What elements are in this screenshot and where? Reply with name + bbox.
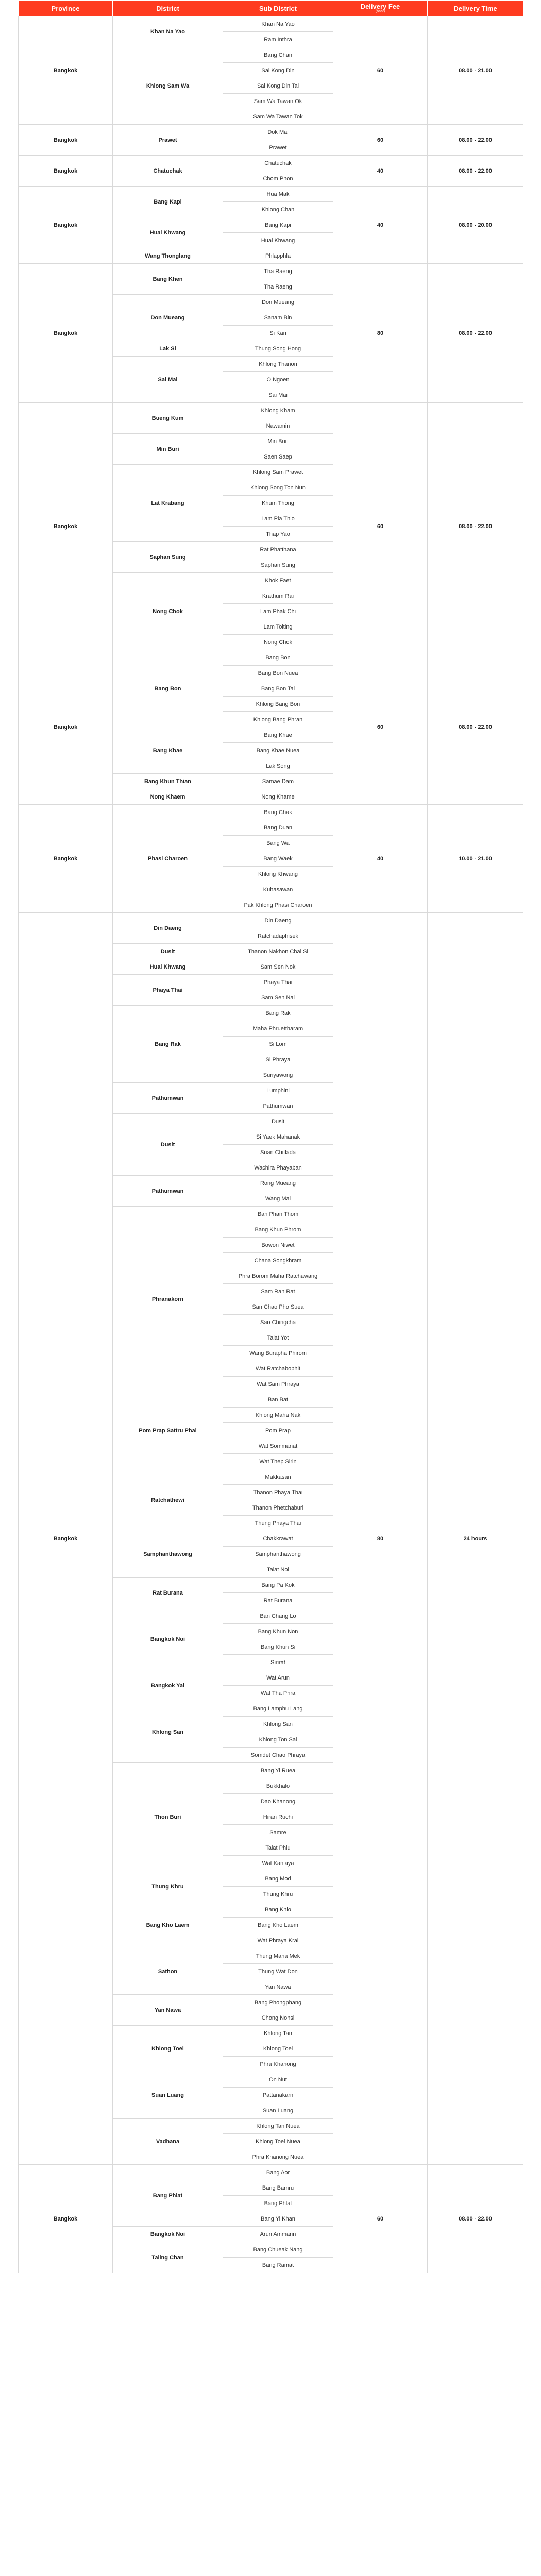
sub-district-cell: Thanon Phetchaburi (223, 1500, 333, 1516)
delivery-zone-table (18, 0, 523, 2273)
sub-district-cell: Khlong Toei (223, 2041, 333, 2057)
sub-district-cell: Dusit (223, 1114, 333, 1129)
district-cell: Phaya Thai (113, 975, 223, 1006)
sub-district-cell: Bang Chueak Nang (223, 2242, 333, 2258)
sub-district-cell: Chom Phon (223, 171, 333, 187)
district-cell: Don Mueang (113, 295, 223, 341)
sub-district-cell: Bang Yi Ruea (223, 1763, 333, 1778)
sub-district-cell: Pak Khlong Phasi Charoen (223, 897, 333, 913)
district-cell: Bangkok Noi (113, 2227, 223, 2242)
sub-district-cell: Lumphini (223, 1083, 333, 1098)
sub-district-cell: Saphan Sung (223, 557, 333, 573)
delivery-time-cell: 08.00 - 22.00 (428, 264, 523, 403)
sub-district-cell: Don Mueang (223, 295, 333, 310)
sub-district-cell: Thap Yao (223, 527, 333, 542)
delivery-fee-cell: 80 (333, 913, 428, 2165)
sub-district-cell: Bowon Niwet (223, 1238, 333, 1253)
district-cell: Bangkok Yai (113, 1670, 223, 1701)
sub-district-cell: Samre (223, 1825, 333, 1840)
sub-district-cell: Bang Waek (223, 851, 333, 867)
sub-district-cell: San Chao Pho Suea (223, 1299, 333, 1315)
sub-district-cell: Maha Phruettharam (223, 1021, 333, 1037)
table-row (19, 805, 523, 820)
sub-district-cell: Sam Sen Nai (223, 990, 333, 1006)
sub-district-cell: Ban Phan Thom (223, 1207, 333, 1222)
sub-district-cell: Khum Thong (223, 496, 333, 511)
sub-district-cell: Khlong Bang Phran (223, 712, 333, 727)
sub-district-cell: Sai Mai (223, 387, 333, 403)
district-cell: Khan Na Yao (113, 16, 223, 47)
sub-district-cell: Khlong Thanon (223, 357, 333, 372)
sub-district-cell: Samphanthawong (223, 1547, 333, 1562)
sub-district-cell: Yan Nawa (223, 1979, 333, 1995)
sub-district-cell: Bang Khun Phrom (223, 1222, 333, 1238)
sub-district-cell: Wat Thep Sirin (223, 1454, 333, 1469)
district-cell: Pathumwan (113, 1176, 223, 1207)
sub-district-cell: Si Yaek Mahanak (223, 1129, 333, 1145)
district-cell: Khlong Sam Wa (113, 47, 223, 125)
delivery-time-cell: 10.00 - 21.00 (428, 805, 523, 913)
sub-district-cell: Wat Phraya Krai (223, 1933, 333, 1948)
sub-district-cell: On Nut (223, 2072, 333, 2088)
district-cell: Prawet (113, 125, 223, 156)
sub-district-cell: Bang Khae Nuea (223, 743, 333, 758)
sub-district-cell: Sam Wa Tawan Ok (223, 94, 333, 109)
sub-district-cell: Wat Tha Phra (223, 1686, 333, 1701)
sub-district-cell: Sam Wa Tawan Tok (223, 109, 333, 125)
sub-district-cell: Bang Kapi (223, 217, 333, 233)
sub-district-cell: Prawet (223, 140, 333, 156)
province-cell: Bangkok (19, 403, 113, 650)
sub-district-cell: Bang Chak (223, 805, 333, 820)
table-row (19, 913, 523, 928)
table-row (19, 264, 523, 279)
sub-district-cell: Khlong Tan (223, 2026, 333, 2041)
delivery-fee-cell: 60 (333, 650, 428, 805)
sub-district-cell: Bang Bon Tai (223, 681, 333, 697)
sub-district-cell: Khlong Khwang (223, 867, 333, 882)
sub-district-cell: Bang Rak (223, 1006, 333, 1021)
district-cell: Huai Khwang (113, 217, 223, 248)
sub-district-cell: Hiran Ruchi (223, 1809, 333, 1825)
district-cell: Bang Bon (113, 650, 223, 727)
sub-district-cell: Bang Khun Si (223, 1639, 333, 1655)
district-cell: Dusit (113, 944, 223, 959)
district-cell: Rat Burana (113, 1578, 223, 1608)
sub-district-cell: Sam Sen Nok (223, 959, 333, 975)
sub-district-cell: Bang Yi Khan (223, 2211, 333, 2227)
sub-district-cell: Lam Toiting (223, 619, 333, 635)
sub-district-cell: Bang Ramat (223, 2258, 333, 2273)
district-cell: Ratchathewi (113, 1469, 223, 1531)
delivery-time-cell: 08.00 - 22.00 (428, 403, 523, 650)
sub-district-cell: Phra Borom Maha Ratchawang (223, 1268, 333, 1284)
district-cell: Khlong San (113, 1701, 223, 1763)
sub-district-cell: Chana Songkhram (223, 1253, 333, 1268)
district-cell: Thung Khru (113, 1871, 223, 1902)
sub-district-cell: Wat Sam Phraya (223, 1377, 333, 1392)
sub-district-cell: Kuhasawan (223, 882, 333, 897)
table-row (19, 156, 523, 171)
sub-district-cell: Makkasan (223, 1469, 333, 1485)
sub-district-cell: Wachira Phayaban (223, 1160, 333, 1176)
sub-district-cell: Bang Mod (223, 1871, 333, 1887)
delivery-fee-cell: 80 (333, 264, 428, 403)
sub-district-cell: Khlong San (223, 1717, 333, 1732)
sub-district-cell: Suan Chitlada (223, 1145, 333, 1160)
header-sub-district: Sub District (223, 1, 333, 16)
table-row (19, 125, 523, 140)
sub-district-cell: Khlong Bang Bon (223, 697, 333, 712)
table-row (19, 2165, 523, 2180)
delivery-fee-cell: 60 (333, 403, 428, 650)
sub-district-cell: Arun Ammarin (223, 2227, 333, 2242)
sub-district-cell: Talat Phlu (223, 1840, 333, 1856)
sub-district-cell: Thung Phaya Thai (223, 1516, 333, 1531)
sub-district-cell: Khok Faet (223, 573, 333, 588)
delivery-fee-cell: 60 (333, 125, 428, 156)
sub-district-cell: Samae Dam (223, 774, 333, 789)
table-body (19, 16, 523, 2273)
sub-district-cell: Rat Phatthana (223, 542, 333, 557)
delivery-time-cell: 08.00 - 22.00 (428, 125, 523, 156)
district-cell: Din Daeng (113, 913, 223, 944)
sub-district-cell: Wang Burapha Phirom (223, 1346, 333, 1361)
sub-district-cell: Wat Ratchabophit (223, 1361, 333, 1377)
sub-district-cell: Pattanakarn (223, 2088, 333, 2103)
sub-district-cell: Talat Noi (223, 1562, 333, 1578)
sub-district-cell: Ram Inthra (223, 32, 333, 47)
district-cell: Pathumwan (113, 1083, 223, 1114)
sub-district-cell: Bang Phongphang (223, 1995, 333, 2010)
sub-district-cell: Bang Phlat (223, 2196, 333, 2211)
sub-district-cell: Tha Raeng (223, 264, 333, 279)
sub-district-cell: Saen Saep (223, 449, 333, 465)
delivery-fee-cell: 40 (333, 805, 428, 913)
sub-district-cell: Rat Burana (223, 1593, 333, 1608)
sub-district-cell: Wat Sommanat (223, 1438, 333, 1454)
sub-district-cell: Phaya Thai (223, 975, 333, 990)
sub-district-cell: Chatuchak (223, 156, 333, 171)
province-cell: Bangkok (19, 156, 113, 187)
sub-district-cell: Sirirat (223, 1655, 333, 1670)
sub-district-cell: Khlong Song Ton Nun (223, 480, 333, 496)
province-cell: Bangkok (19, 805, 113, 913)
sub-district-cell: Din Daeng (223, 913, 333, 928)
sub-district-cell: Thanon Phaya Thai (223, 1485, 333, 1500)
sub-district-cell: Bang Bon Nuea (223, 666, 333, 681)
sub-district-cell: Pom Prap (223, 1423, 333, 1438)
sub-district-cell: Suan Luang (223, 2103, 333, 2119)
sub-district-cell: Bang Bamru (223, 2180, 333, 2196)
district-cell: Bang Rak (113, 1006, 223, 1083)
sub-district-cell: Khlong Toei Nuea (223, 2134, 333, 2149)
district-cell: Wang Thonglang (113, 248, 223, 264)
province-cell: Bangkok (19, 2165, 113, 2273)
table-row (19, 403, 523, 418)
district-cell: Thon Buri (113, 1763, 223, 1871)
district-cell: Khlong Toei (113, 2026, 223, 2072)
sub-district-cell: Dok Mai (223, 125, 333, 140)
sub-district-cell: Sao Chingcha (223, 1315, 333, 1330)
district-cell: Chatuchak (113, 156, 223, 187)
district-cell: Phranakorn (113, 1207, 223, 1392)
sub-district-cell: Sai Kong Din (223, 63, 333, 78)
header-district: District (113, 1, 223, 16)
district-cell: Yan Nawa (113, 1995, 223, 2026)
district-cell: Bangkok Noi (113, 1608, 223, 1670)
sub-district-cell: Bang Duan (223, 820, 333, 836)
sub-district-cell: Wat Arun (223, 1670, 333, 1686)
province-cell: Bangkok (19, 187, 113, 264)
table-row (19, 16, 523, 32)
sub-district-cell: Khlong Chan (223, 202, 333, 217)
sub-district-cell: Bang Lamphu Lang (223, 1701, 333, 1717)
sub-district-cell: Bukkhalo (223, 1778, 333, 1794)
district-cell: Bueng Kum (113, 403, 223, 434)
district-cell: Lat Krabang (113, 465, 223, 542)
delivery-time-cell: 08.00 - 22.00 (428, 2165, 523, 2273)
province-cell: Bangkok (19, 650, 113, 805)
delivery-time-cell: 08.00 - 21.00 (428, 16, 523, 125)
sub-district-cell: Rong Mueang (223, 1176, 333, 1191)
sub-district-cell: Khlong Maha Nak (223, 1408, 333, 1423)
district-cell: Dusit (113, 1114, 223, 1176)
sub-district-cell: Ratchadaphisek (223, 928, 333, 944)
sub-district-cell: Ban Bat (223, 1392, 333, 1408)
district-cell: Lak Si (113, 341, 223, 357)
sub-district-cell: Bang Wa (223, 836, 333, 851)
delivery-fee-cell: 60 (333, 2165, 428, 2273)
sub-district-cell: Khlong Sam Prawet (223, 465, 333, 480)
sub-district-cell: O Ngoen (223, 372, 333, 387)
province-cell: Bangkok (19, 913, 113, 2165)
sub-district-cell: Pathumwan (223, 1098, 333, 1114)
sub-district-cell: Thung Song Hong (223, 341, 333, 357)
table-row (19, 187, 523, 202)
table-header (19, 1, 523, 16)
sub-district-cell: Khan Na Yao (223, 16, 333, 32)
sub-district-cell: Lak Song (223, 758, 333, 774)
district-cell: Bang Phlat (113, 2165, 223, 2227)
sub-district-cell: Nong Chok (223, 635, 333, 650)
sub-district-cell: Bang Pa Kok (223, 1578, 333, 1593)
district-cell: Min Buri (113, 434, 223, 465)
sub-district-cell: Khlong Ton Sai (223, 1732, 333, 1748)
sub-district-cell: Nawamin (223, 418, 333, 434)
sub-district-cell: Min Buri (223, 434, 333, 449)
header-delivery-time: Delivery Time (428, 1, 523, 16)
sub-district-cell: Khlong Kham (223, 403, 333, 418)
delivery-fee-cell: 60 (333, 16, 428, 125)
sub-district-cell: Wang Mai (223, 1191, 333, 1207)
sub-district-cell: Bang Khlo (223, 1902, 333, 1918)
delivery-time-cell: 08.00 - 22.00 (428, 156, 523, 187)
sub-district-cell: Khlong Tan Nuea (223, 2119, 333, 2134)
district-cell: Bang Kho Laem (113, 1902, 223, 1948)
district-cell: Bang Kapi (113, 187, 223, 217)
district-cell: Pom Prap Sattru Phai (113, 1392, 223, 1469)
sub-district-cell: Wat Kanlaya (223, 1856, 333, 1871)
sub-district-cell: Phra Khanong (223, 2057, 333, 2072)
sub-district-cell: Tha Raeng (223, 279, 333, 295)
sub-district-cell: Bang Bon (223, 650, 333, 666)
district-cell: Phasi Charoen (113, 805, 223, 913)
sub-district-cell: Thung Wat Don (223, 1964, 333, 1979)
sub-district-cell: Krathum Rai (223, 588, 333, 604)
sub-district-cell: Chong Nonsi (223, 2010, 333, 2026)
sub-district-cell: Sai Kong Din Tai (223, 78, 333, 94)
sub-district-cell: Thung Maha Mek (223, 1948, 333, 1964)
sub-district-cell: Hua Mak (223, 187, 333, 202)
sub-district-cell: Bang Kho Laem (223, 1918, 333, 1933)
header-delivery-fee-unit: (baht) (375, 9, 385, 13)
district-cell: Samphanthawong (113, 1531, 223, 1578)
sub-district-cell: Ban Chang Lo (223, 1608, 333, 1624)
district-cell: Bang Khen (113, 264, 223, 295)
sub-district-cell: Bang Khun Non (223, 1624, 333, 1639)
sub-district-cell: Somdet Chao Phraya (223, 1748, 333, 1763)
sub-district-cell: Sanam Bin (223, 310, 333, 326)
delivery-time-cell: 24 hours (428, 913, 523, 2165)
sub-district-cell: Bang Chan (223, 47, 333, 63)
delivery-fee-cell: 40 (333, 156, 428, 187)
sub-district-cell: Nong Khame (223, 789, 333, 805)
sub-district-cell: Si Kan (223, 326, 333, 341)
sub-district-cell: Dao Khanong (223, 1794, 333, 1809)
sub-district-cell: Thanon Nakhon Chai Si (223, 944, 333, 959)
header-province: Province (19, 1, 113, 16)
province-cell: Bangkok (19, 125, 113, 156)
sub-district-cell: Bang Aor (223, 2165, 333, 2180)
sub-district-cell: Phlapphla (223, 248, 333, 264)
sub-district-cell: Si Phraya (223, 1052, 333, 1067)
sub-district-cell: Suriyawong (223, 1067, 333, 1083)
sub-district-cell: Huai Khwang (223, 233, 333, 248)
district-cell: Huai Khwang (113, 959, 223, 975)
sub-district-cell: Thung Khru (223, 1887, 333, 1902)
delivery-time-cell: 08.00 - 20.00 (428, 187, 523, 264)
district-cell: Sai Mai (113, 357, 223, 403)
sub-district-cell: Lam Pla Thio (223, 511, 333, 527)
sub-district-cell: Phra Khanong Nuea (223, 2149, 333, 2165)
sub-district-cell: Bang Khae (223, 727, 333, 743)
district-cell: Suan Luang (113, 2072, 223, 2119)
table-row (19, 650, 523, 666)
header-delivery-fee: Delivery Fee (baht) (333, 1, 428, 16)
sub-district-cell: Lam Phak Chi (223, 604, 333, 619)
province-cell: Bangkok (19, 264, 113, 403)
district-cell: Vadhana (113, 2119, 223, 2165)
district-cell: Taling Chan (113, 2242, 223, 2273)
province-cell: Bangkok (19, 16, 113, 125)
district-cell: Saphan Sung (113, 542, 223, 573)
sub-district-cell: Si Lom (223, 1037, 333, 1052)
sub-district-cell: Chakkrawat (223, 1531, 333, 1547)
district-cell: Bang Khae (113, 727, 223, 774)
district-cell: Nong Chok (113, 573, 223, 650)
district-cell: Bang Khun Thian (113, 774, 223, 789)
delivery-time-cell: 08.00 - 22.00 (428, 650, 523, 805)
sub-district-cell: Talat Yot (223, 1330, 333, 1346)
delivery-fee-cell: 40 (333, 187, 428, 264)
sub-district-cell: Sam Ran Rat (223, 1284, 333, 1299)
district-cell: Sathon (113, 1948, 223, 1995)
district-cell: Nong Khaem (113, 789, 223, 805)
